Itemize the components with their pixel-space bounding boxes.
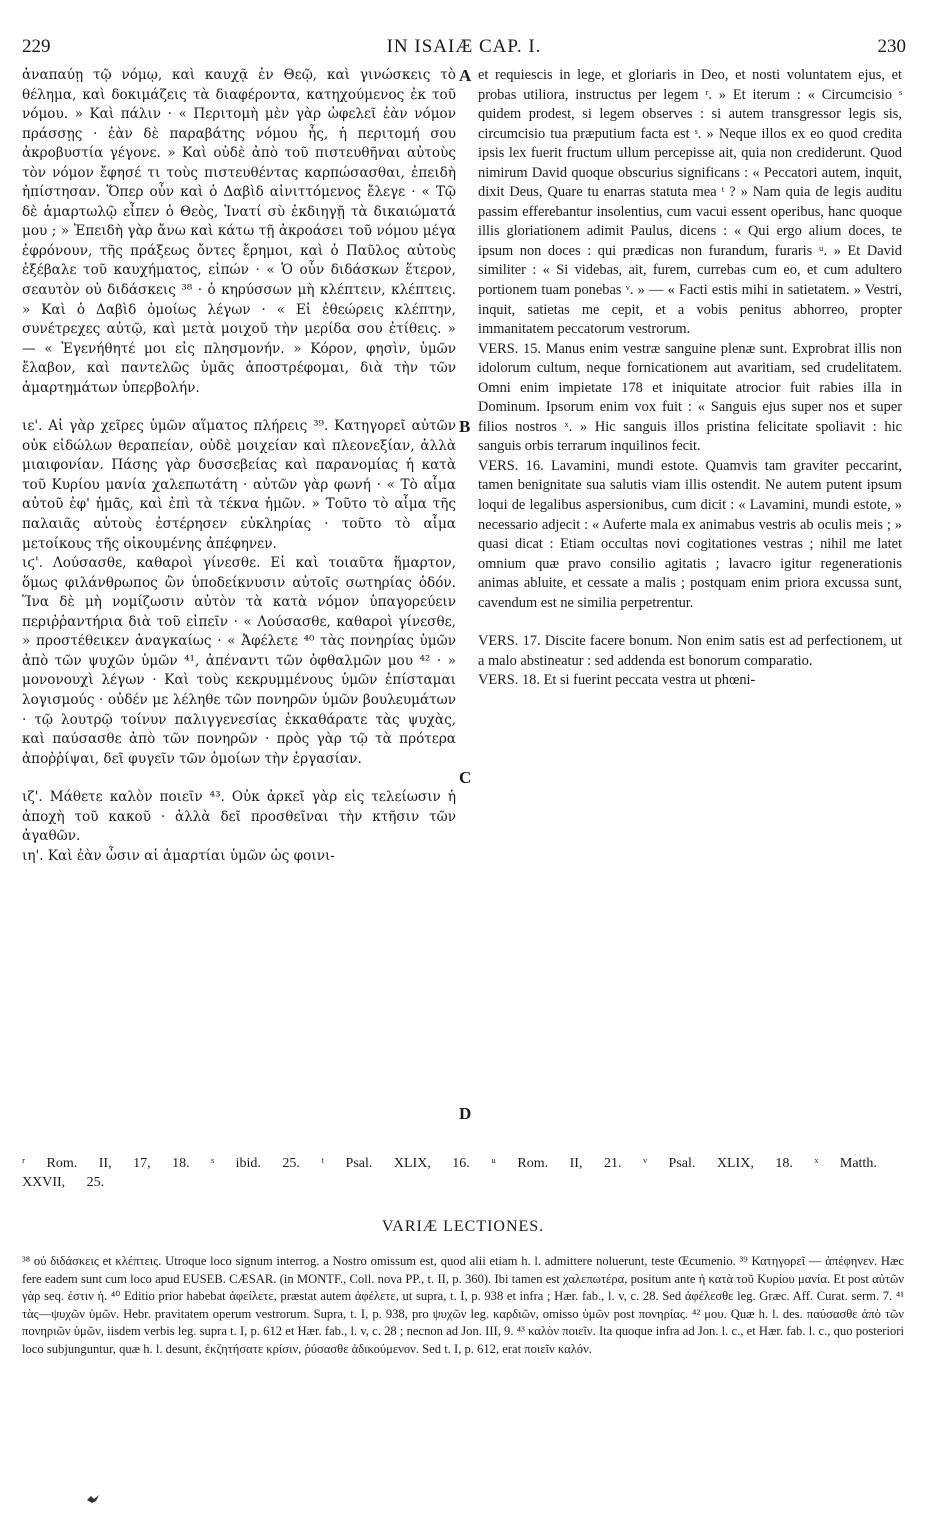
greek-column (22, 66, 456, 866)
latin-paragraph: VERS. 16. Lavamini, mundi estote. Quamvis tam graviter peccarint, tamen benignitate sua salutis viam illis ostendit. Ne autem putent ipsum loqui de legalibus aspersionibus, cum dicit : « Lavamini, mundi estote, » necessario adjecit : « Auferte mala ex animabus vestris ab oculis meis ; » quasi dicat : Etiam occultas novi cogitationes vestras ; nihil me latet omnium quæ pravo consilio agitatis ; lavacro igitur regenerationis animas abluite, et cessate a malis ; postquam enim priora excussa sunt, cavendum est ne similia perpetrentur. (478, 457, 902, 611)
page-number-right: 230 (877, 36, 906, 57)
footnotes (22, 1154, 902, 1192)
running-title: IN ISAIÆ CAP. I. (386, 36, 542, 57)
variae-lectiones-title: VARIÆ LECTIONES. (381, 1218, 545, 1235)
margin-letter-c: C (459, 768, 472, 787)
greek-paragraph: ιϛ'. Λούσασθε, καθαροὶ γίνεσθε. Εἰ καὶ τοιαῦτα ἥμαρτον, ὅμως φιλάνθρωπος ὢν ὑποδείκνυσιν αὐτοῖς σωτηρίας ὁδόν. Ἵνα δὲ μὴ νομίζωσιν αὐτὸν τὰ κατὰ νόμον ὑπαγορεύειν περιῤῥαντήρια διὰ τοῦ εἰπεῖν · « Λούσασθε, καθαροὶ γίνεσθε, » προστέθεικεν ἀναγκαίως · « Ἀφέλετε ⁴⁰ τὰς πονηρίας ὑμῶν ἀπὸ τῶν ψυχῶν ὑμῶν ⁴¹, ἀπέναντι τῶν ὀφθαλμῶν μου ⁴² · » μονονουχὶ λέγων · Καὶ τοὺς κεκρυμμένους ὑμῶν ἐπίσταμαι λογισμούς · οὐδέν με λέληθε τῶν πονηρῶν ὑμῶν βουλευμάτων · τῷ λουτρῷ τοίνυν παλιγγενεσίας ἐκκαθάρατε τὰς ψυχὰς, καὶ παύσασθε ἀπὸ τῶν πονηρῶν · πρὸς γὰρ τῷ τὰ πρότερα ἀποῤῥίψαι, δεῖ φυγεῖν τῶν ὁμοίων τὴν ἐργασίαν. (22, 555, 456, 767)
footnote-references: ʳ Rom. II, 17, 18. ˢ ibid. 25. ᵗ Psal. XLIX, 16. ᵘ Rom. II, 21. ᵛ Psal. XLIX, 18. ˣ Matth. XXVII, 25. (22, 1156, 877, 1190)
latin-paragraph: VERS. 17. Discite facere bonum. Non enim satis est ad perfectionem, ut a malo abstineatur : sed addenda est bonorum comparatio. (478, 633, 902, 669)
ink-blot-mark (86, 1494, 100, 1504)
greek-paragraph: ιζ'. Μάθετε καλὸν ποιεῖν ⁴³. Οὐκ ἀρκεῖ γὰρ εἰς τελείωσιν ἡ ἀποχὴ τοῦ κακοῦ · ἀλλὰ δεῖ προσθεῖναι τὴν κτῆσιν τῶν ἀγαθῶν. (22, 789, 456, 845)
variae-lectiones-notes: ³⁸ οὐ διδάσκεις et κλέπτεις. Utroque loco signum interrog. a Nostro omissum est, quod alii etiam h. l. admittere noluerunt, teste Œcumenio. ³⁹ Κατηγορεῖ — ἀπέφηνεν. Hæc fere eadem sunt cum loco apud EUSEB. CÆSAR. (in MONTF., Coll. nova PP., t. II, p. 360). Ibi tamen est χαλεπωτέρα, positum ante ἡ κατὰ τοῦ Κυρίου μανία. Et post αὐτῶν γὰρ seq. ἐστιν ἡ. ⁴⁰ Editio prior habebat ἀφείλετε, præstat autem ἀφέλετε, ut supra, t. I, p. 938 et infra ; Hær. fab., l. v, c. 28. Sed ἀφέλεσθε leg. Græc. Aff. Curat. serm. 7. ⁴¹ τὰς—ψυχῶν ὑμῶν. Hebr. pravitatem operum vestrorum. Supra, t. I, p. 938, pro ψυχῶν leg. καρδιῶν, omisso ὑμῶν post πονηρίας. ⁴² μου. Quæ h. l. des. παύσασθε ἀπὸ τῶν πονηριῶν ὑμῶν, iisdem verbis leg. supra t. I, p. 612 et Hær. fab., l. v, c. 28 ; necnon ad Jon. III, 9. ⁴³ καλὸν ποιεῖν. Ita quoque infra ad Jon. l. c., et Hær. fab. l. c., quo posteriori loco subjunguntur, quæ h. l. desunt, ἐκζητήσατε κρίσιν, ῥύσασθε ἀδικούμενον. Sed t. I, p. 612, erat ποιεῖν καλόν. (22, 1254, 904, 1356)
page-number-left: 229 (22, 36, 51, 57)
latin-paragraph: VERS. 18. Et si fuerint peccata vestra ut phœni- (478, 672, 756, 689)
latin-column (478, 66, 902, 691)
page-header (22, 36, 906, 62)
margin-letter-b: B (459, 417, 471, 436)
latin-paragraph: VERS. 15. Manus enim vestræ sanguine plenæ sunt. Exprobrat illis non idolorum cultum, neque fornicationem aut avaritiam, sed crudelitatem. Omni enim impietate 178 et iniquitate atrocior fuit rabies illa in Dominum. Ipsorum enim vox fuit : « Sanguis ejus super nos et super filios nostros ˣ. » Hic sanguis illos pristina felicitate spoliavit : hic sanguis orbis terrarum inquilinos fecit. (478, 340, 902, 455)
latin-paragraph: et requiescis in lege, et gloriaris in Deo, et nosti voluntatem ejus, et probas utiliora, instructus per legem ʳ. » Et iterum : « Circumcisio ˢ quidem prodest, si legem observes : si autem transgressor legis sis, circumcisio tua præputium facta est ˢ. » Neque illos ex eo quod credita ipsis lex fuerit fructum ullum percepisse ait, quia non crediderunt. Quod nimirum David quoque obscurius significans : « Peccatori autem, inquit, dixit Deus, Quare tu enarras statuta mea ᵗ ? » Nam quia de legis auditu passim efferebantur insolentius, cum vacui essent operibus, hanc quoque illis gloriationem adimit Paulus, dicens : « Qui ergo alium doces, te ipsum non doces : qui prædicas non furandum, furaris ᵘ. » Et David similiter : « Si videbas, ait, furem, currebas cum eo, et cum adultero portionem tuam ponebas ᵛ. » — « Facti estis mihi in satietatem. » Vestri, inquit, satietas me cepit, et a vobis penitus abhorreo, propter immanitatem peccatorum vestrorum. (478, 67, 902, 338)
greek-paragraph: ἀναπαύῃ τῷ νόμῳ, καὶ καυχᾷ ἐν Θεῷ, καὶ γινώσκεις τὸ θέλημα, καὶ δοκιμάζεις τὰ διαφέροντα, κατηχούμενος ἐκ τοῦ νόμου. » Καὶ πάλιν · « Περιτομὴ μὲν γὰρ ὠφελεῖ ἐὰν νόμον πράσσῃς · ἐὰν δὲ παραβάτης νόμου ἧς, ἡ περιτομή σου ἀκροβυστία γέγονε. » Καὶ οὐδὲ ἀπὸ τοῦ πιστευθῆναι αὐτοὺς τὸν νόμον ἔφησέ τι τοὺς πιστευθέντας καρπώσασθαι, ἐπειδὴ ἠπίστησαν. Ὅπερ οὖν καὶ ὁ Δαβὶδ αἰνιττόμενος ἔλεγε · « Τῷ δὲ ἁμαρτωλῷ εἶπεν ὁ Θεὸς, Ἱνατί σὺ ἐκδιηγῇ τὰ δικαιώματά μου ; » Ἐπειδὴ γὰρ ἄνω καὶ κάτω τῇ ἀκροάσει τοῦ νόμου μέγα ἐφρόνουν, τῆς πράξεως ὄντες ἔρημοι, καὶ ὁ Παῦλος αὐτοὺς ἐξέβαλε τοῦ καυχήματος, εἰπών · « Ὁ οὖν διδάσκων ἕτερον, σεαυτὸν οὐ διδάσκεις ³⁸ · ὁ κηρύσσων μὴ κλέπτειν, κλέπτεις. » Καὶ ὁ Δαβὶδ ὁμοίως λέγων · « Εἰ ἐθεώρεις κλέπτην, συνέτρεχες αὐτῷ, καὶ μετὰ μοιχοῦ τὴν μερίδα σου ἐτίθεις. » — « Ἐγενήθητέ μοι εἰς πλησμονήν. » Κόρον, φησὶν, ὑμῶν ἔλαβον, καὶ παντελῶς ὑμᾶς ἀποστρέφομαι, διὰ τὴν τῶν ἁμαρτημάτων ὑπερβολήν. (22, 67, 456, 396)
margin-letter-a: A (459, 66, 472, 85)
greek-paragraph: ιη'. Καὶ ἐὰν ὦσιν αἱ ἁμαρτίαι ὑμῶν ὡς φοινι- (22, 847, 335, 864)
greek-paragraph: ιε'. Αἱ γὰρ χεῖρες ὑμῶν αἵματος πλήρεις ³⁹. Κατηγορεῖ αὐτῶν οὐκ εἰδώλων θεραπείαν, οὐδὲ μοιχείαν καὶ πλεονεξίαν, ἀλλὰ μιαιφονίαν. Πάσης γὰρ δυσσεβείας καὶ παρανομίας ἡ κατὰ τοῦ Κυρίου μανία χαλεπωτάτη · αὐτῶν γὰρ φωνή · « Τὸ αἷμα αὐτοῦ ἐφ' ἡμᾶς, καὶ ἐπὶ τὰ τέκνα ἡμῶν. » Τοῦτο τὸ αἷμα τῆς παλαιᾶς αὐτοὺς ἐστέρησεν εὐκληρίας · τοῦτο τὸ αἷμα μετοίκους τῆς οἰκουμένης ἀπέφηνεν. (22, 418, 456, 552)
margin-letter-d: D (459, 1104, 472, 1123)
